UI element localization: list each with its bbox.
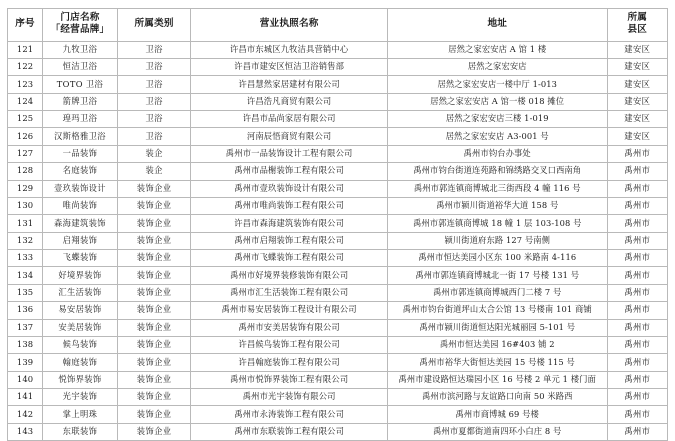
- row-cell-address: 禹州市郭连镇商博城西门二楼 7 号: [387, 284, 607, 301]
- row-cell-license-name: 许昌候鸟装饰工程有限公司: [191, 336, 388, 353]
- row-cell-district: 禹州市: [607, 406, 667, 423]
- table-row: [8, 267, 668, 284]
- row-cell-address: 禹州市颍川街道裕华大道 158 号: [387, 197, 607, 214]
- row-cell-store-name: 一品装饰: [43, 145, 118, 162]
- row-cell-store-name: 悦饰界装饰: [43, 371, 118, 388]
- row-cell-category: 装饰企业: [117, 215, 191, 232]
- row-cell-license-name: 许昌市东城区九牧洁具营销中心: [191, 41, 388, 58]
- row-cell-category: 装饰企业: [117, 423, 191, 440]
- row-cell-license-name: 禹州市悦饰界装饰工程有限公司: [191, 371, 388, 388]
- row-cell-category: 卫浴: [117, 93, 191, 110]
- row-cell-category: 装饰企业: [117, 302, 191, 319]
- row-cell-district: 禹州市: [607, 389, 667, 406]
- table-row: [8, 41, 668, 58]
- row-cell-address: 禹州市夏都街道南四环小白庄 8 号: [387, 423, 607, 440]
- row-cell-address: 禹州市恒达美园 16#403 铺 2: [387, 336, 607, 353]
- row-cell-store-name: TOTO 卫浴: [43, 76, 118, 93]
- row-cell-store-name: 易安居装饰: [43, 302, 118, 319]
- row-cell-category: 装企: [117, 163, 191, 180]
- table-row: [8, 423, 668, 440]
- row-cell-store-name: 汇生活装饰: [43, 284, 118, 301]
- table-row: [8, 163, 668, 180]
- row-cell-category: 卫浴: [117, 128, 191, 145]
- row-cell-seq: 138: [8, 336, 43, 353]
- row-cell-store-name: 森海建筑装饰: [43, 215, 118, 232]
- row-cell-category: 装饰企业: [117, 197, 191, 214]
- row-cell-address: 禹州市郭连镇商博城北三街西段 4 幢 116 号: [387, 180, 607, 197]
- row-cell-store-name: 好境界装饰: [43, 267, 118, 284]
- row-cell-address: 禹州市钧台街道连苑路和锦绣路交叉口西南角: [387, 163, 607, 180]
- row-cell-seq: 129: [8, 180, 43, 197]
- row-cell-district: 禹州市: [607, 423, 667, 440]
- row-cell-seq: 124: [8, 93, 43, 110]
- row-cell-license-name: 许昌市建安区恒洁卫浴销售部: [191, 58, 388, 75]
- row-cell-district: 禹州市: [607, 354, 667, 371]
- row-cell-seq: 137: [8, 319, 43, 336]
- column-header-address-line-1: 地址: [487, 18, 508, 30]
- row-cell-license-name: 禹州市启翔装饰工程有限公司: [191, 232, 388, 249]
- row-cell-seq: 123: [8, 76, 43, 93]
- row-cell-seq: 134: [8, 267, 43, 284]
- table-row: [8, 354, 668, 371]
- row-cell-district: 禹州市: [607, 232, 667, 249]
- column-header-category: [117, 9, 191, 42]
- row-cell-category: 装企: [117, 145, 191, 162]
- row-cell-district: 建安区: [607, 58, 667, 75]
- row-cell-district: 禹州市: [607, 319, 667, 336]
- column-header-category-line-1: 所属类别: [134, 18, 174, 30]
- row-cell-address: 禹州市颍川街道恒达阳光城丽园 5-101 号: [387, 319, 607, 336]
- row-cell-store-name: 光宇装饰: [43, 389, 118, 406]
- column-header-store-name-line-2: 「经营品牌」: [50, 24, 110, 36]
- column-header-seq: [8, 9, 43, 42]
- row-cell-store-name: 恒洁卫浴: [43, 58, 118, 75]
- table-row: [8, 406, 668, 423]
- row-cell-store-name: 汉斯格雅卫浴: [43, 128, 118, 145]
- row-cell-license-name: 禹州市好境界装修装饰有限公司: [191, 267, 388, 284]
- row-cell-seq: 132: [8, 232, 43, 249]
- row-cell-category: 卫浴: [117, 58, 191, 75]
- row-cell-seq: 125: [8, 111, 43, 128]
- row-cell-address: 禹州市钧台办事处: [387, 145, 607, 162]
- table-row: [8, 284, 668, 301]
- store-listing-table: [7, 8, 668, 441]
- row-cell-address: 禹州市滨河路与友谊路口向南 50 米路西: [387, 389, 607, 406]
- column-header-district-line-1: 所属: [627, 12, 648, 23]
- row-cell-license-name: 许昌慧然家居建材有限公司: [191, 76, 388, 93]
- row-cell-district: 禹州市: [607, 180, 667, 197]
- row-cell-license-name: 许昌市品尚家居有限公司: [191, 111, 388, 128]
- row-cell-address: 居然之家宏安店 A 馆 1 楼: [387, 41, 607, 58]
- row-cell-category: 装饰企业: [117, 319, 191, 336]
- row-cell-store-name: 翰庭装饰: [43, 354, 118, 371]
- row-cell-license-name: 禹州市永涛装饰工程有限公司: [191, 406, 388, 423]
- column-header-address: [387, 9, 607, 42]
- row-cell-store-name: 启翔装饰: [43, 232, 118, 249]
- row-cell-category: 卫浴: [117, 41, 191, 58]
- column-header-store-name-line-1: 门店名称: [60, 12, 100, 23]
- row-cell-license-name: 禹州市易安居装饰工程设计有限公司: [191, 302, 388, 319]
- row-cell-seq: 121: [8, 41, 43, 58]
- row-cell-seq: 135: [8, 284, 43, 301]
- row-cell-category: 装饰企业: [117, 336, 191, 353]
- column-header-license-name-line-1: 营业执照名称: [259, 18, 319, 30]
- row-cell-district: 禹州市: [607, 250, 667, 267]
- row-cell-address: 禹州市郭连镇商博城北一街 17 号楼 131 号: [387, 267, 607, 284]
- row-cell-district: 禹州市: [607, 336, 667, 353]
- row-cell-store-name: 箭牌卫浴: [43, 93, 118, 110]
- row-cell-seq: 136: [8, 302, 43, 319]
- row-cell-seq: 142: [8, 406, 43, 423]
- row-cell-district: 禹州市: [607, 284, 667, 301]
- row-cell-address: 颍川街道府东路 127 号南侧: [387, 232, 607, 249]
- row-cell-store-name: 名庭装饰: [43, 163, 118, 180]
- row-cell-category: 装饰企业: [117, 180, 191, 197]
- table-row: [8, 336, 668, 353]
- row-cell-seq: 128: [8, 163, 43, 180]
- row-cell-seq: 130: [8, 197, 43, 214]
- row-cell-license-name: 河南辰悟商贸有限公司: [191, 128, 388, 145]
- table-row: [8, 111, 668, 128]
- row-cell-district: 建安区: [607, 93, 667, 110]
- row-cell-seq: 122: [8, 58, 43, 75]
- row-cell-license-name: 禹州市唯尚装饰工程有限公司: [191, 197, 388, 214]
- row-cell-license-name: 禹州市品榭装饰工程有限公司: [191, 163, 388, 180]
- row-cell-category: 卫浴: [117, 76, 191, 93]
- row-cell-district: 建安区: [607, 76, 667, 93]
- table-row: [8, 58, 668, 75]
- row-cell-store-name: 唯尚装饰: [43, 197, 118, 214]
- row-cell-category: 装饰企业: [117, 267, 191, 284]
- table-row: [8, 197, 668, 214]
- table-header-row: [8, 9, 668, 42]
- column-header-seq-line-1: 序号: [15, 18, 35, 30]
- row-cell-district: 禹州市: [607, 267, 667, 284]
- row-cell-category: 装饰企业: [117, 406, 191, 423]
- row-cell-license-name: 禹州市一品装饰设计工程有限公司: [191, 145, 388, 162]
- row-cell-seq: 143: [8, 423, 43, 440]
- table-row: [8, 319, 668, 336]
- table-body: [8, 41, 668, 441]
- row-cell-district: 禹州市: [607, 145, 667, 162]
- row-cell-seq: 131: [8, 215, 43, 232]
- table-row: [8, 145, 668, 162]
- row-cell-category: 卫浴: [117, 111, 191, 128]
- row-cell-address: 居然之家宏安店一楼中厅 1-013: [387, 76, 607, 93]
- row-cell-seq: 139: [8, 354, 43, 371]
- row-cell-district: 建安区: [607, 128, 667, 145]
- row-cell-seq: 133: [8, 250, 43, 267]
- row-cell-seq: 126: [8, 128, 43, 145]
- row-cell-address: 禹州市商博城 69 号楼: [387, 406, 607, 423]
- row-cell-store-name: 九牧卫浴: [43, 41, 118, 58]
- row-cell-store-name: 飞蝶装饰: [43, 250, 118, 267]
- row-cell-district: 禹州市: [607, 163, 667, 180]
- row-cell-store-name: 候鸟装饰: [43, 336, 118, 353]
- row-cell-license-name: 禹州市飞蝶装饰工程有限公司: [191, 250, 388, 267]
- row-cell-address: 居然之家宏安店: [387, 58, 607, 75]
- row-cell-license-name: 禹州市安美居装饰有限公司: [191, 319, 388, 336]
- table-row: [8, 180, 668, 197]
- row-cell-district: 禹州市: [607, 197, 667, 214]
- row-cell-license-name: 禹州市光宇装饰有限公司: [191, 389, 388, 406]
- table-row: [8, 389, 668, 406]
- row-cell-address: 禹州市恒达美园小区东 100 米路南 4-116: [387, 250, 607, 267]
- row-cell-category: 装饰企业: [117, 389, 191, 406]
- row-cell-seq: 127: [8, 145, 43, 162]
- row-cell-address: 禹州市钧台街道坪山太合公馆 13 号楼南 101 商铺: [387, 302, 607, 319]
- row-cell-address: 居然之家宏安店 A 馆一楼 018 摊位: [387, 93, 607, 110]
- row-cell-category: 装饰企业: [117, 232, 191, 249]
- table-header: [8, 9, 668, 42]
- row-cell-district: 禹州市: [607, 371, 667, 388]
- row-cell-address: 居然之家宏安店三楼 1-019: [387, 111, 607, 128]
- row-cell-district: 禹州市: [607, 302, 667, 319]
- row-cell-address: 禹州市建设路恒达瑞园小区 16 号楼 2 单元 1 楼门面: [387, 371, 607, 388]
- table-row: [8, 215, 668, 232]
- row-cell-category: 装饰企业: [117, 371, 191, 388]
- row-cell-license-name: 许昌浩凡商贸有限公司: [191, 93, 388, 110]
- row-cell-category: 装饰企业: [117, 250, 191, 267]
- row-cell-seq: 141: [8, 389, 43, 406]
- table-row: [8, 93, 668, 110]
- row-cell-license-name: 禹州市东联装饰工程有限公司: [191, 423, 388, 440]
- table-row: [8, 232, 668, 249]
- row-cell-district: 建安区: [607, 111, 667, 128]
- row-cell-address: 禹州市郭连镇商博城 18 幢 1 层 103-108 号: [387, 215, 607, 232]
- row-cell-store-name: 东联装饰: [43, 423, 118, 440]
- row-cell-license-name: 许昌翰庭装饰工程有限公司: [191, 354, 388, 371]
- column-header-district: [607, 9, 667, 42]
- row-cell-store-name: 壹玖装饰设计: [43, 180, 118, 197]
- row-cell-store-name: 掌上明珠: [43, 406, 118, 423]
- row-cell-district: 建安区: [607, 41, 667, 58]
- table-row: [8, 250, 668, 267]
- row-cell-district: 禹州市: [607, 215, 667, 232]
- row-cell-category: 装饰企业: [117, 354, 191, 371]
- row-cell-license-name: 许昌市森海建筑装饰有限公司: [191, 215, 388, 232]
- row-cell-address: 禹州市裕华大街恒达美园 15 号楼 115 号: [387, 354, 607, 371]
- column-header-district-line-2: 县区: [627, 24, 648, 36]
- row-cell-store-name: 瑝玛卫浴: [43, 111, 118, 128]
- row-cell-license-name: 禹州市壹玖装饰设计有限公司: [191, 180, 388, 197]
- row-cell-license-name: 禹州市汇生活装饰工程有限公司: [191, 284, 388, 301]
- row-cell-category: 装饰企业: [117, 284, 191, 301]
- column-header-store-name: [43, 9, 118, 42]
- table-row: [8, 302, 668, 319]
- row-cell-address: 居然之家宏安店 A3-001 号: [387, 128, 607, 145]
- column-header-license-name: [191, 9, 388, 42]
- table-row: [8, 371, 668, 388]
- row-cell-seq: 140: [8, 371, 43, 388]
- table-row: [8, 76, 668, 93]
- row-cell-store-name: 安美居装饰: [43, 319, 118, 336]
- table-row: [8, 128, 668, 145]
